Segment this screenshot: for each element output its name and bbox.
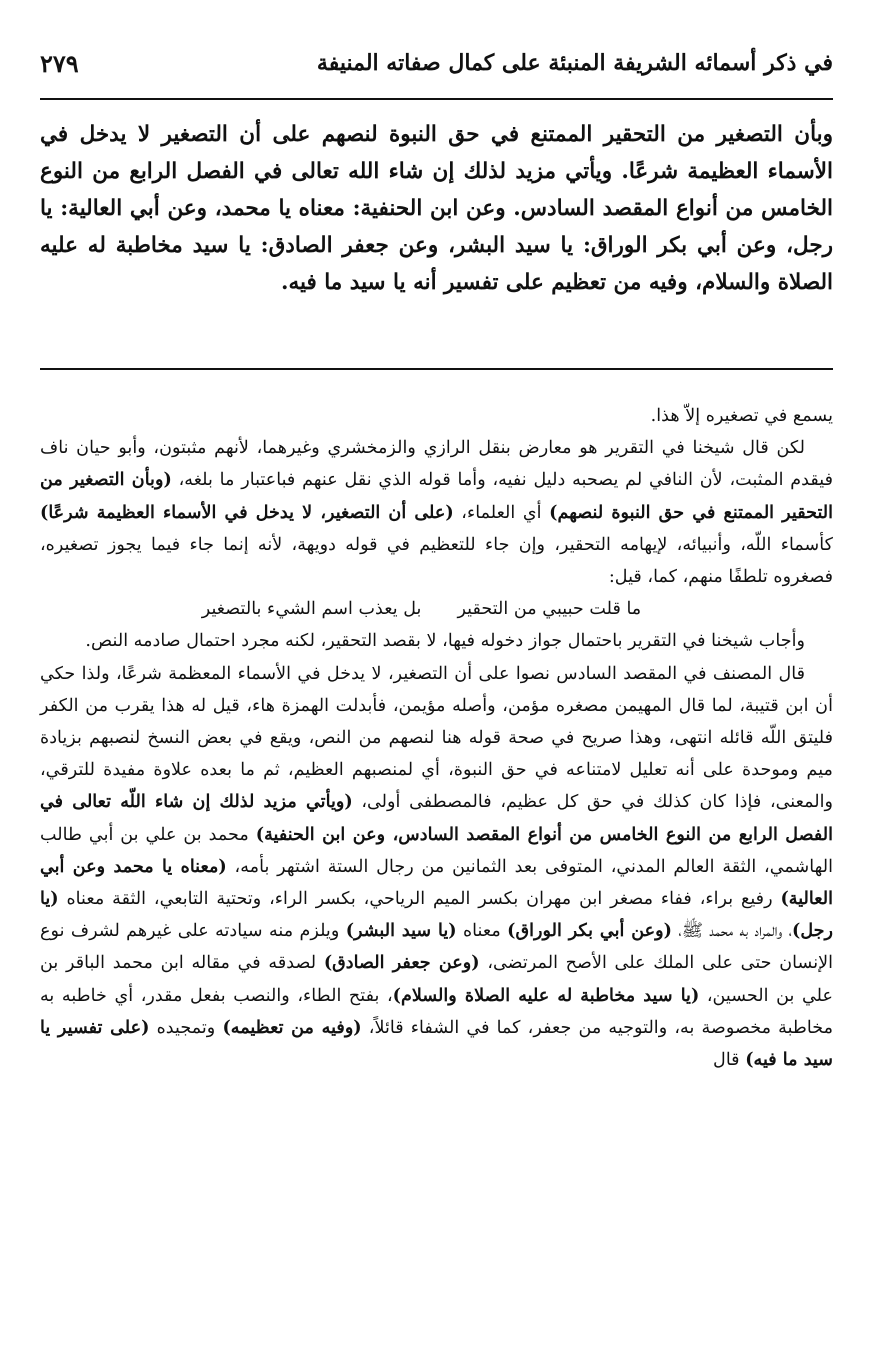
commentary-text: ويلزم منه سيادته على غيرهم لشرف نوع الإنسان حتى على الملك على الأصح المرتضى،: [40, 921, 834, 974]
verse-hemistich-2: بل يعذب اسم الشيء بالتصغير: [201, 599, 422, 620]
quoted-matn: (وعن جعفر الصادق): [323, 952, 480, 974]
commentary-text: لصدقه في مقاله ابن محمد الباقر بن علي بن الحسين،: [40, 953, 833, 1006]
verse-hemistich-1: ما قلت حبيبي من التحقير: [457, 599, 642, 620]
quoted-matn: (يا سيد البشر): [345, 920, 457, 942]
page-header: [40, 40, 833, 86]
commentary-text: وتمجيده: [156, 1017, 216, 1038]
quoted-matn: (على تفسير يا سيد ما فيه): [40, 1016, 833, 1071]
quoted-matn: (وعن أبي بكر الوراق): [507, 920, 672, 942]
commentary-text: كأسماء اللّه، وأنبيائه، لإيهامه التحقير، وإن جاء للتعظيم في قوله دويهة، لأنه إنما جاء فيما يجوز تصغيره، فصغروه تلطفًا منهم، كما، قيل:: [40, 534, 833, 588]
quoted-matn: (يا رجل): [40, 888, 834, 942]
commentary-paragraph-4: [40, 658, 833, 1077]
running-title: في ذكر أسمائه الشريفة المنبئة على كمال صفاته المنيفة: [316, 50, 833, 76]
main-text: وبأن التصغير من التحقير الممتنع في حق النبوة لنصهم على أن التصغير لا يدخل في الأسماء العظيمة شرعًا. ويأتي مزيد لذلك إن شاء الله تعالى في الفصل الرابع من النوع الخامس من أنواع المقصد السادس. وعن ابن الحنفية: معناه يا محمد، وعن أبي العالية: يا رجل، وعن أبي بكر الوراق: يا سيد البشر، وعن جعفر الصادق: يا سيد مخاطبة له عليه الصلاة والسلام، وفيه من تعظيم على تفسير أنه يا سيد ما فيه.: [40, 122, 833, 295]
page-number: ٢٧٩: [40, 48, 79, 78]
quoted-matn: (على أن التصغير، لا يدخل في الأسماء العظيمة شرعًا): [40, 501, 454, 523]
quoted-matn: (معناه يا محمد وعن أبي العالية): [40, 855, 833, 910]
commentary-text: قال المصنف في المقصد السادس نصوا على أن التصغير، لا يدخل في الأسماء المعظمة شرعًا، ولذا حكي أن ابن قتيبة، لما قال المهيمن مصغره مؤمن، وأصله مؤيمن، فأبدلت الهمزة هاء، قيل له هذا يقرب من الكفر فليتق اللّه قائله انتهى، وهذا صريح في صحة قوله هنا لنصهم من النص، ويقع في بعض النسخ لنصبهم بزيادة ميم وموحدة على أنه تعليل لامتناعه في حق النبوة، أي لمنصبهم العظيم، ثم ما بعده علاوة مفيدة للترقي، والمعنى، فإذا كان كذلك في حق كل عظيم، فالمصطفى أولى،: [40, 663, 833, 813]
commentary-paragraph-1: [40, 400, 833, 432]
quoted-matn: (وبأن التصغير من التحقير الممتنع في حق النبوة لنصهم): [40, 469, 834, 523]
commentary-paragraph-3: [40, 625, 833, 657]
header-rule: [40, 98, 833, 100]
poetry-verse: [40, 593, 833, 625]
commentary-text: قال: [713, 1050, 740, 1071]
main-text-block: [40, 116, 833, 301]
commentary-text: محمد بن علي بن أبي طالب الهاشمي، الثقة العالم المدني، المتوفى بعد الثمانين من رجال الستة اشتهر بأمه،: [40, 824, 834, 877]
commentary-text: يسمع في تصغيره إلاّ هذا.: [650, 406, 833, 426]
commentary-text: وأجاب شيخنا في التقرير باحتمال جواز دخوله فيها، لا بقصد التحقير، لكنه مجرد احتمال صادمه النص.: [85, 631, 805, 652]
commentary-text: ، والمراد به محمد ﷺ،: [678, 921, 793, 942]
quoted-matn: (وفيه من تعظيمه): [222, 1016, 362, 1038]
commentary-text: معناه: [462, 921, 501, 942]
commentary-text: لكن قال شيخنا في التقرير هو معارض بنقل الرازي والزمخشري وغيرهما، لأنهم مثبتون، وأبو حيان ناف فيقدم المثبت، لأن النافي لم يصحبه دليل نفيه، وأما قوله الذي نقل عنهم فباعتبار ما بلغه،: [40, 438, 834, 491]
commentary-text: رفيع براء، ففاء مصغر ابن مهران بكسر الميم الرياحي، بكسر الراء، وتحتية التابعي، الثقة معناه: [66, 889, 773, 910]
commentary-block: [40, 400, 833, 1076]
commentary-text: أي العلماء،: [461, 502, 542, 523]
quoted-matn: (يا سيد مخاطبة له عليه الصلاة والسلام): [392, 984, 700, 1006]
commentary-paragraph-2: [40, 432, 833, 593]
quoted-matn: (ويأتي مزيد لذلك إن شاء اللّه تعالى في الفصل الرابع من النوع الخامس من أنواع المقصد السادس، وعن ابن الحنفية): [40, 791, 834, 845]
separator-rule: [40, 368, 833, 370]
commentary-text: ، بفتح الطاء، والنصب بفعل مقدر، أي خاطبه به مخاطبة مخصوصة به، والتوجيه من جعفر، كما في الشفاء قائلاً،: [40, 985, 834, 1038]
